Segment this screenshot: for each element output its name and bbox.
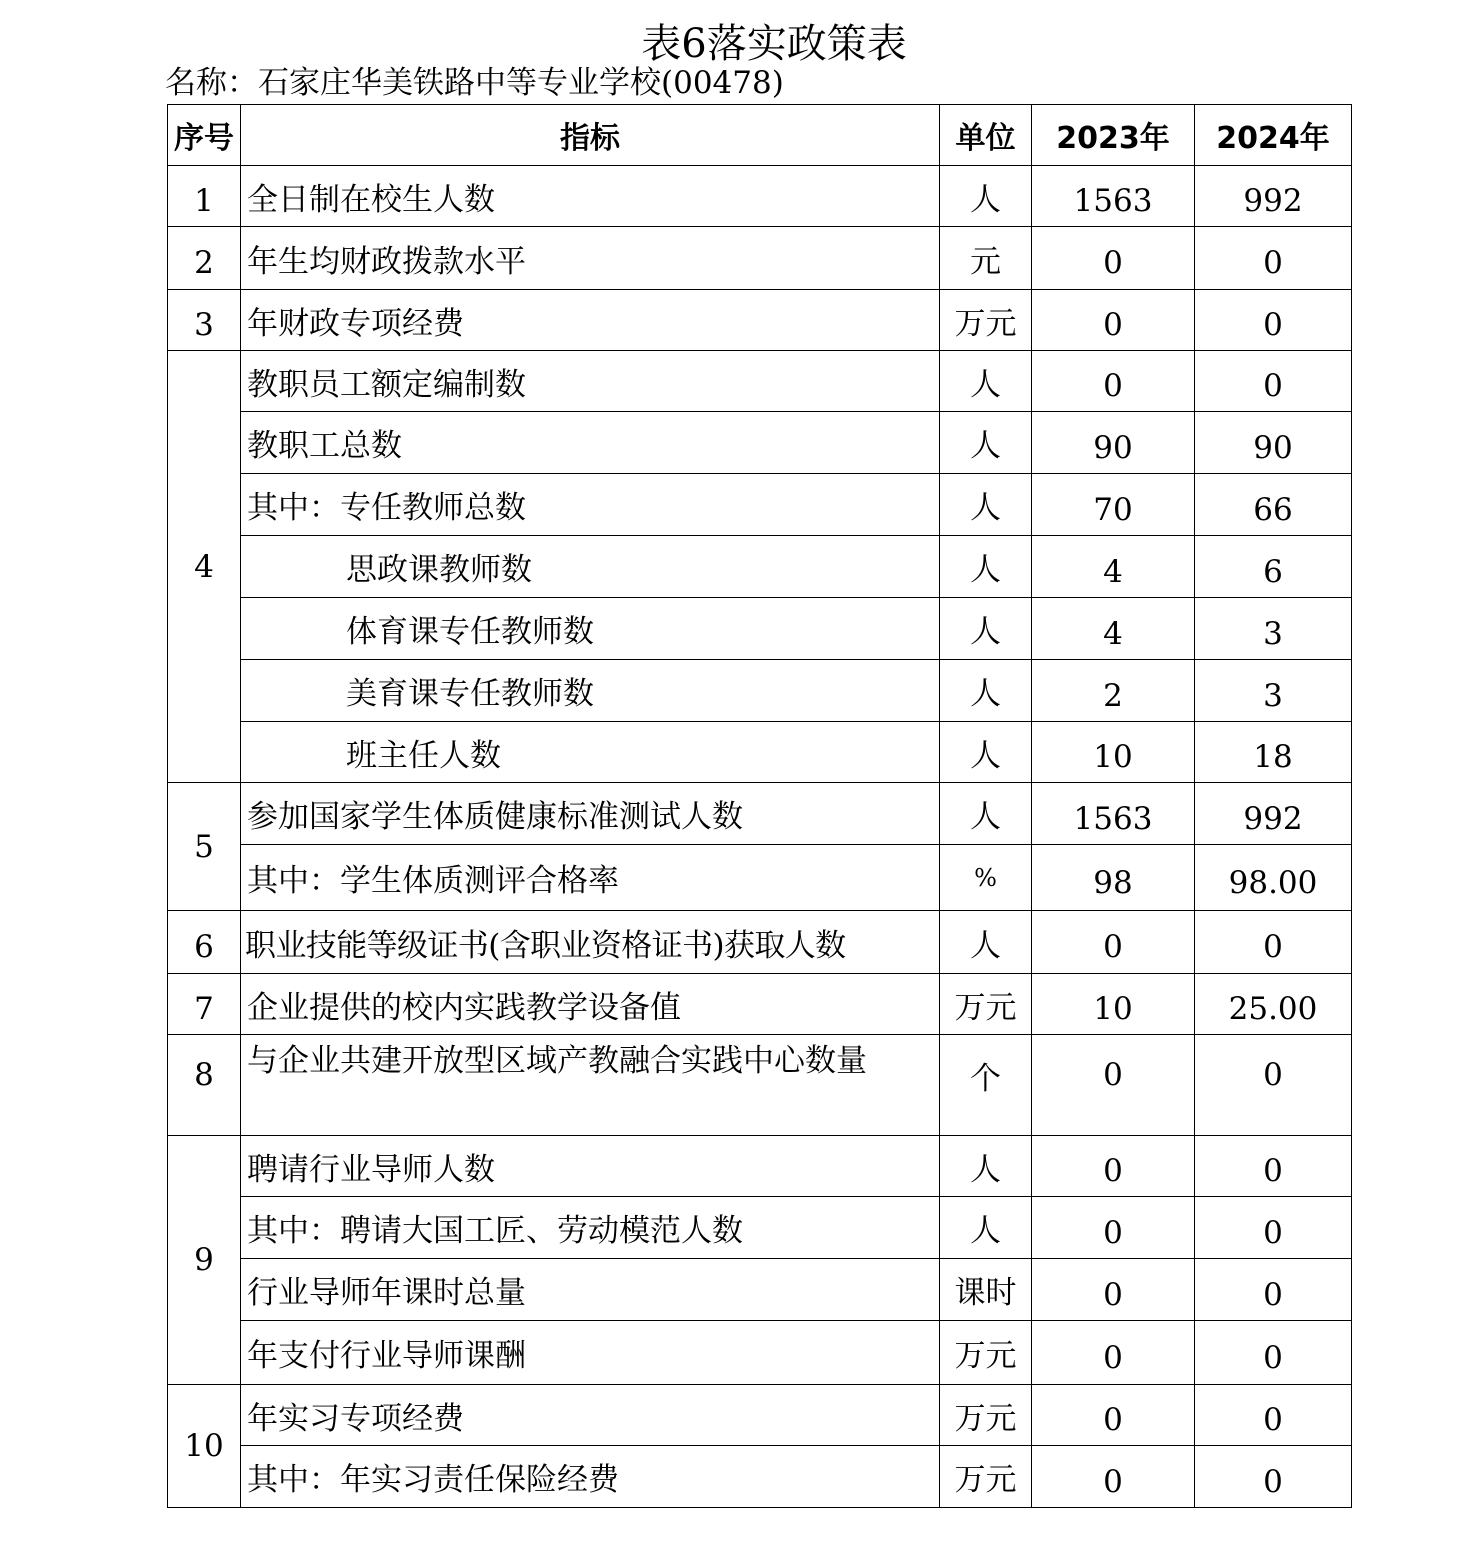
row-value-2023: 0 [1032,1259,1195,1321]
row-indicator: 年实习专项经费 [241,1385,940,1446]
row-indicator: 年生均财政拨款水平 [241,227,940,290]
row-unit: 人 [940,660,1032,722]
row-seq: 10 [168,1385,241,1508]
row-indicator: 与企业共建开放型区域产教融合实践中心数量 [241,1035,940,1136]
row-unit: 人 [940,598,1032,660]
row-value-2023: 4 [1032,536,1195,598]
row-indicator: 其中：聘请大国工匠、劳动模范人数 [241,1197,940,1259]
row-value-2023: 4 [1032,598,1195,660]
row-seq: 1 [168,166,241,227]
row-value-2024: 0 [1195,1197,1352,1259]
row-unit: 人 [940,474,1032,536]
row-indicator: 行业导师年课时总量 [241,1259,940,1321]
row-indicator: 其中：学生体质测评合格率 [241,845,940,911]
row-unit: 万元 [940,290,1032,351]
row-value-2024: 3 [1195,598,1352,660]
row-indicator: 教职员工额定编制数 [241,351,940,412]
row-value-2023: 98 [1032,845,1195,911]
row-value-2023: 70 [1032,474,1195,536]
row-indicator: 企业提供的校内实践教学设备值 [241,974,940,1035]
row-value-2024: 18 [1195,722,1352,783]
row-indicator: 其中：专任教师总数 [241,474,940,536]
table-row [168,166,1352,227]
page-title: 表6落实政策表 [641,21,907,67]
row-value-2024: 6 [1195,536,1352,598]
row-value-2024: 0 [1195,1035,1352,1136]
row-value-2023: 2 [1032,660,1195,722]
row-value-2023: 0 [1032,351,1195,412]
table-row [168,1259,1352,1321]
table-row [168,722,1352,783]
row-unit: 元 [940,227,1032,290]
row-seq: 3 [168,290,241,351]
table-row [168,536,1352,598]
row-indicator: 年支付行业导师课酬 [241,1321,940,1385]
row-value-2023: 0 [1032,1385,1195,1446]
row-seq: 2 [168,227,241,290]
row-value-2023: 0 [1032,1321,1195,1385]
row-unit: 个 [940,1035,1032,1136]
policy-table [167,104,1352,1508]
row-seq: 6 [168,911,241,974]
header-2023: 2023年 [1032,105,1195,166]
table-row [168,1035,1352,1136]
row-unit: % [940,845,1032,911]
row-value-2023: 1563 [1032,166,1195,227]
header-2024: 2024年 [1195,105,1352,166]
row-value-2023: 0 [1032,1035,1195,1136]
row-unit: 人 [940,911,1032,974]
row-indicator: 其中：年实习责任保险经费 [241,1446,940,1508]
row-indicator: 体育课专任教师数 [241,598,940,660]
row-value-2024: 0 [1195,1385,1352,1446]
header-unit: 单位 [940,105,1032,166]
row-value-2024: 0 [1195,351,1352,412]
row-value-2023: 0 [1032,1446,1195,1508]
table-row [168,290,1352,351]
row-value-2024: 98.00 [1195,845,1352,911]
row-value-2024: 90 [1195,412,1352,474]
table-row [168,911,1352,974]
table-row [168,660,1352,722]
row-value-2023: 10 [1032,722,1195,783]
row-indicator: 聘请行业导师人数 [241,1136,940,1197]
row-value-2023: 0 [1032,911,1195,974]
header-seq: 序号 [168,105,241,166]
row-value-2024: 0 [1195,227,1352,290]
row-unit: 人 [940,536,1032,598]
row-value-2023: 1563 [1032,783,1195,845]
row-value-2023: 0 [1032,1197,1195,1259]
row-value-2024: 0 [1195,1446,1352,1508]
row-unit: 万元 [940,974,1032,1035]
table-row [168,598,1352,660]
row-value-2024: 0 [1195,911,1352,974]
row-value-2024: 0 [1195,290,1352,351]
row-unit: 万元 [940,1321,1032,1385]
row-unit: 万元 [940,1446,1032,1508]
row-unit: 人 [940,1136,1032,1197]
row-indicator: 全日制在校生人数 [241,166,940,227]
table-row [168,974,1352,1035]
row-seq: 4 [168,351,241,783]
row-unit: 人 [940,722,1032,783]
row-value-2024: 0 [1195,1259,1352,1321]
table-row [168,1385,1352,1446]
row-value-2024: 992 [1195,783,1352,845]
table-row [168,1197,1352,1259]
row-indicator: 参加国家学生体质健康标准测试人数 [241,783,940,845]
row-value-2024: 3 [1195,660,1352,722]
row-indicator: 年财政专项经费 [241,290,940,351]
row-seq: 7 [168,974,241,1035]
table-row [168,474,1352,536]
school-name: 名称：石家庄华美铁路中等专业学校(00478) [165,65,784,101]
row-value-2024: 0 [1195,1136,1352,1197]
row-unit: 人 [940,166,1032,227]
row-value-2024: 992 [1195,166,1352,227]
row-unit: 万元 [940,1385,1032,1446]
row-indicator: 班主任人数 [241,722,940,783]
row-value-2024: 0 [1195,1321,1352,1385]
row-value-2024: 25.00 [1195,974,1352,1035]
table-row [168,412,1352,474]
row-unit: 人 [940,783,1032,845]
table-row [168,783,1352,845]
row-seq: 5 [168,783,241,911]
row-unit: 课时 [940,1259,1032,1321]
row-value-2023: 10 [1032,974,1195,1035]
row-indicator: 职业技能等级证书(含职业资格证书)获取人数 [241,911,940,974]
row-unit: 人 [940,412,1032,474]
row-value-2023: 90 [1032,412,1195,474]
row-indicator: 教职工总数 [241,412,940,474]
row-indicator: 思政课教师数 [241,536,940,598]
row-unit: 人 [940,351,1032,412]
row-unit: 人 [940,1197,1032,1259]
table-row [168,227,1352,290]
row-value-2023: 0 [1032,1136,1195,1197]
table-row [168,1446,1352,1508]
row-value-2023: 0 [1032,290,1195,351]
table-row [168,1136,1352,1197]
table-row [168,1321,1352,1385]
row-seq: 8 [168,1035,241,1136]
table-row [168,351,1352,412]
row-seq: 9 [168,1136,241,1385]
row-value-2024: 66 [1195,474,1352,536]
row-indicator: 美育课专任教师数 [241,660,940,722]
table-row [168,845,1352,911]
header-row [168,105,1352,166]
row-value-2023: 0 [1032,227,1195,290]
header-indicator: 指标 [241,105,940,166]
